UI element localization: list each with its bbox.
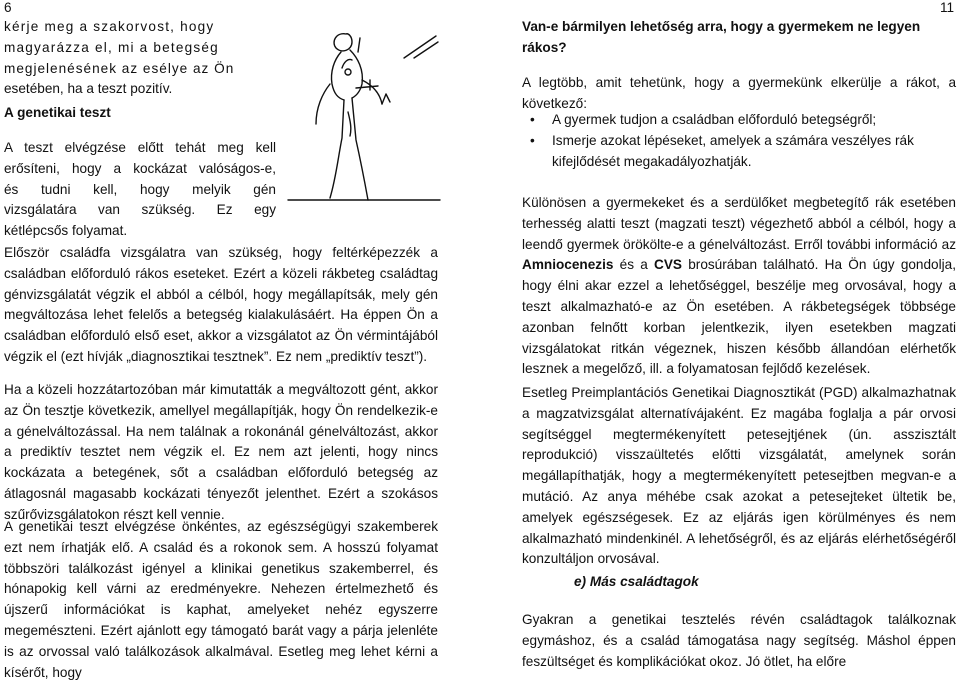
paragraph-pgd: Esetleg Preimplantációs Genetikai Diagnosztikát (PGD) alkalmazhatnak a magzatvizsgálat alternatívájaként. Ez magába foglalja a pár orvosi segítséggel megtermékenyített petesejtjének (ún. asszisztált reprodukció) visszaültetés előtti vizsgálatát, amelynek során megállapíthatják, hogy a megtermékenyített petesejtben megvan-e a mutáció. Az anya méhébe csak azokat a petesejteket ültetik be, amelyek egészségesek. Ez az eljárás igen körülményes és nem alkalmazható mindenkinél. A lehetőségről, és az eljárás elérhetőségéről konzultáljon orvosával.: [522, 385, 956, 567]
paragraph-voluntary: A genetikai teszt elvégzése önkéntes, az egészségügyi szakemberek ezt nem írhatják elő. A család és a rokonok sem. A hosszú folyamat többszöri találkozást igényel a klinikai genetikus szakemberrel, és hónapokig kell várni az eredményekre. Nehezen értelmezhető és újszerű információkat is kaphat, amelyeket nehéz egyszerre megemészteni. Ezért ajánlott egy támogató barát vagy a párja jelenléte is az orvossal való találkozások alkalmával. Esetleg meg lehet kérni a kísérőt, hogy: [4, 519, 438, 680]
test-intro-block: [4, 138, 276, 242]
intro-line: megjelenésének az esélye az Ön: [4, 60, 235, 76]
section-heading-child-cancer: Van-e bármilyen lehetőség arra, hogy a gyermekem ne legyen rákos?: [522, 19, 921, 55]
list-item: • A gyermek tudjon a családban előforduló betegségről;: [552, 110, 956, 131]
test-line: kétlépcsős folyamat.: [4, 223, 128, 239]
intro-line: kérje meg a szakorvost, hogy: [4, 19, 215, 34]
test-line: erősíteni, hogy a kockázat valóságos-e,: [4, 160, 276, 176]
page-number-right: 11: [940, 0, 955, 15]
paragraph-relative-gene: Ha a közeli hozzátartozóban már kimutatták a megváltozott gént, akkor az Ön tesztje következik, amellyel megállapítják, hogy Ön rendelkezik-e a génelváltozással. Ha nem találnak a rokonánál génelváltozást, akkor a prediktív tesztet nem végzik el. Ez nem azt jelenti, hogy nincs kockázata a betegének, sőt a családban előforduló betegség az átlagosnál magasabb kockázati tényezőt jelenthet. Ezért a szokásos szűrővizsgálatokon részt kell vennie.: [4, 382, 438, 522]
test-line: vizsgálatára van szükség. Ez egy: [4, 202, 276, 218]
intro-block: [4, 17, 276, 100]
bullet-list: [522, 110, 956, 172]
section-heading-genetic-test: A genetikai teszt: [4, 105, 111, 120]
paragraph-intro: A legtöbb, amit tehetünk, hogy a gyermekünk elkerülje a rákot, a következő:: [522, 75, 956, 111]
test-line: és tudni kell, hogy melyik gén: [4, 181, 276, 197]
intro-line: esetében, ha a teszt pozitív.: [4, 81, 173, 97]
page-number-left: 6: [4, 0, 12, 15]
intro-line: magyarázza el, mi a betegség: [4, 39, 219, 55]
text-run: Különösen a gyermekeket és a serdülőket megbetegítő rák esetében terhesség alatti teszt (magzati teszt) végezhető abból a célból, hogy a leendő gyermek örökölte-e a génelváltozást. Erről további információ az: [522, 195, 956, 252]
test-line: A teszt elvégzése előtt tehát meg kell: [4, 140, 276, 155]
paragraph-relatives: Gyakran a genetikai tesztelés révén családtagok találkoznak egymáshoz, és a család támogatása nagy segítség. Máshol éppen feszültséget és komplikációkat okoz. Jó ötlet, ha előre: [522, 612, 956, 669]
paragraph-family-tree: Először családfa vizsgálatra van szükség, hogy feltérképezzék a családban előforduló rákos eseteket. Ezért a közeli rákbeteg családtag génvizsgálatát végzik el abból a célból, hogy megállapítsák, mely gén megváltozása lehet felelős a betegség kialakulásáért. Ha éppen Ön a családban előforduló első eset, akkor a vizsgálatot az Ön vérmintájából végzik el (ezt hívják „diagnosztikai tesztnek”. Ez nem „prediktív teszt”).: [4, 245, 438, 364]
list-item: • Ismerje azokat lépéseket, amelyek a számára veszélyes rák kifejlődését megakadályozhatják.: [552, 131, 956, 173]
cvs-term: CVS: [654, 257, 682, 273]
text-run: brosúrában található. Ha Ön úgy gondolja, hogy élni akar ezzel a lehetőséggel, beszélje meg orvosával, hogy a teszt alkalmazható-e az Ön esetében. A rákbetegségek többsége azonban felnőtt korban jelentkezik, ilyen esetekben magzati vizsgálatokat ritkán végeznek, hiszen később állandóan elérhetők lesznek a megelőző, ill. a folyamatosan fejlődő kezelések.: [522, 257, 956, 377]
subheading-other-relatives: e) Más családtagok: [574, 574, 699, 589]
text-run: és a: [613, 257, 655, 273]
amniocentesis-term: Amniocenezis: [522, 257, 614, 273]
doctor-illustration: [286, 28, 442, 204]
paragraph-prenatal: [522, 193, 956, 380]
